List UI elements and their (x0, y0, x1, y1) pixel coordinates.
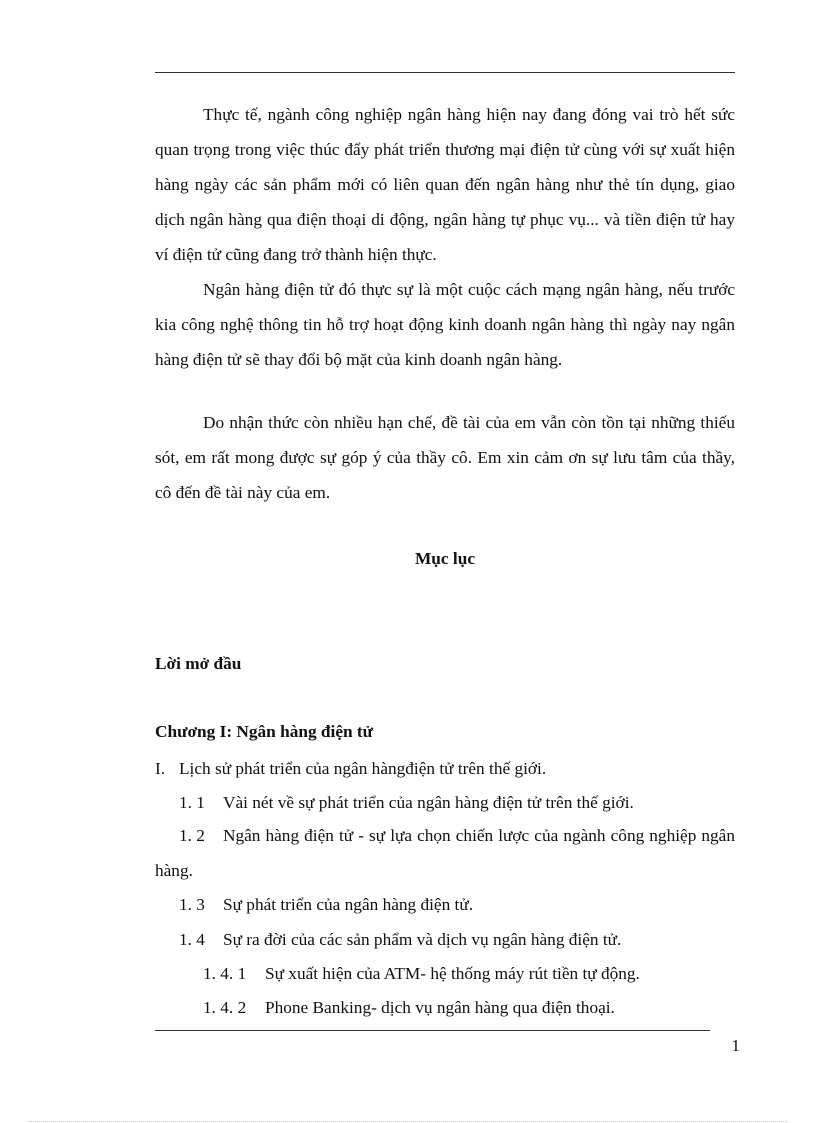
header-rule (155, 72, 735, 73)
toc-entry-number: 1. 4. 1 (203, 964, 247, 983)
toc-entry-number: 1. 4 (179, 930, 205, 949)
toc-entry-text: Vài nét về sự phát triển của ngân hàng điện tử trên thế giới. (223, 793, 634, 812)
toc-entry-number: 1. 3 (179, 895, 205, 914)
toc-entry (179, 791, 634, 815)
toc-entry (155, 757, 546, 781)
page-number: 1 (731, 1036, 740, 1055)
toc-chapter-heading: Chương I: Ngân hàng điện tử (155, 722, 374, 741)
toc-entry (155, 818, 735, 888)
body-paragraph: Do nhận thức còn nhiều hạn chế, đề tài của em vẫn còn tồn tại những thiếu sót, em rất mong được sự góp ý của thầy cô. Em xin cảm ơn sự lưu tâm của thầy, cô đến đề tài này của em. (155, 413, 735, 502)
toc-entry-text: Sự phát triển của ngân hàng điện tử. (223, 895, 474, 914)
footer-rule (155, 1030, 710, 1031)
toc-entry-number: I. (155, 759, 166, 778)
toc-entry-number: 1. 4. 2 (203, 998, 247, 1017)
toc-entry (203, 962, 640, 986)
toc-entry-text: Lịch sử phát triển của ngân hàngđiện tử trên thế giới. (179, 759, 547, 778)
page-boundary (28, 1121, 788, 1122)
toc-entry-number: 1. 1 (179, 793, 205, 812)
toc-entry-text: Sự xuất hiện của ATM- hệ thống máy rút tiền tự động. (265, 964, 640, 983)
toc-entry (179, 893, 473, 917)
toc-entry (179, 928, 621, 952)
body-paragraph: Thực tế, ngành công nghiệp ngân hàng hiện nay đang đóng vai trò hết sức quan trọng trong việc thúc đẩy phát triển thương mại điện tử cùng với sự xuất hiện hàng ngày các sản phẩm mới có liên quan đến ngân hàng như thẻ tín dụng, giao dịch ngân hàng qua điện thoại di động, ngân hàng tự phục vụ... và tiền điện tử hay ví điện tử cũng đang trở thành hiện thực. (155, 105, 735, 264)
toc-title: Mục lục (415, 549, 475, 568)
toc-entry (203, 996, 615, 1020)
toc-entry-text: Phone Banking- dịch vụ ngân hàng qua điện thoại. (265, 998, 615, 1017)
body-paragraph: Ngân hàng điện tử đó thực sự là một cuộc cách mạng ngân hàng, nếu trước kia công nghệ thông tin hỗ trợ hoạt động kinh doanh ngân hàng thì ngày nay ngân hàng điện tử sẽ thay đổi bộ mặt của kinh doanh ngân hàng. (155, 280, 735, 369)
toc-entry-text: Sự ra đời của các sản phẩm và dịch vụ ngân hàng điện tử. (223, 930, 622, 949)
toc-entry-number: 1. 2 (179, 826, 205, 845)
toc-entry-text: Ngân hàng điện tử - sự lựa chọn chiến lược của ngành công nghiệp ngân hàng. (155, 826, 735, 880)
toc-intro: Lời mở đầu (155, 654, 242, 673)
